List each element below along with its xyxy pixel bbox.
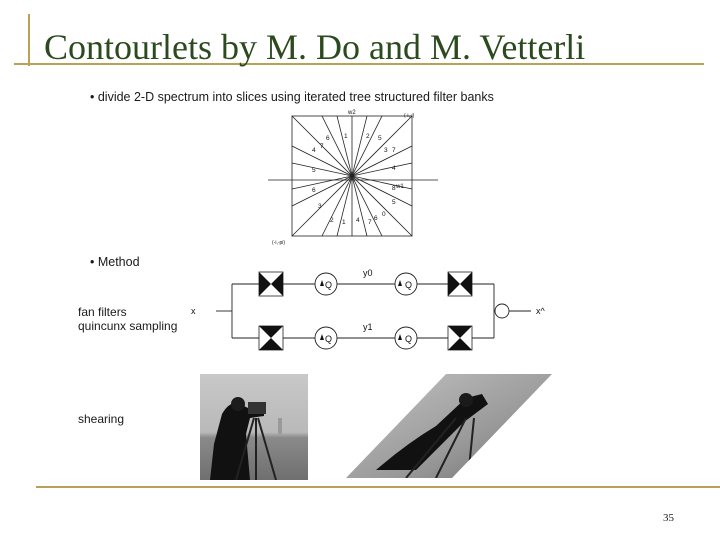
label-fan-filters: fan filters [78,305,127,319]
label-quincunx-sampling: quincunx sampling [78,319,178,333]
sector-number-label: 6 [374,215,378,222]
q-label-4: Q [405,334,413,344]
sector-number-label: 4 [392,165,396,172]
axis-w2-label: w2 [348,110,356,116]
sector-number-label: 3 [318,203,322,210]
left-accent-line [28,14,30,66]
sector-number-label: 5 [392,199,396,206]
page-number: 35 [663,512,674,524]
fan-filter-top-left [259,272,283,296]
q-label-2: Q [325,334,333,344]
sector-number-label: 6 [326,135,330,142]
sector-number-label: 3 [384,147,388,154]
bullet-method: • Method [90,255,140,269]
fan-filter-top-right [448,272,472,296]
sector-number-label: 5 [312,167,316,174]
branch-y0-label: y0 [363,268,373,278]
slide-title: Contourlets by M. Do and M. Vetterli [44,27,586,67]
bullet-divide-spectrum: • divide 2-D spectrum into slices using iterated tree structured filter banks [90,90,494,104]
footer-line [36,486,720,488]
sector-number-label: 8 [392,185,396,192]
branch-y1-label: y1 [363,322,373,332]
sector-number-label: 1 [342,219,346,226]
fan-filter-bottom-left [259,326,283,350]
corner-label-top-right: (-i,-i) [404,113,415,119]
sector-number-label: 2 [366,133,370,140]
q-label-1: Q [325,280,333,290]
frequency-partition-diagram [268,108,448,248]
sector-number-label: 0 [382,211,386,218]
output-x-hat-label: x^ [536,306,545,316]
sector-number-label: 5 [378,135,382,142]
sector-number-label: 2 [330,217,334,224]
summation-node [495,304,509,318]
sector-number-label: 1 [344,133,348,140]
filter-bank-diagram [186,262,566,362]
q-label-3: Q [405,280,413,290]
label-shearing: shearing [78,412,125,426]
fan-filter-bottom-right [448,326,472,350]
input-x-label: x [191,306,196,316]
axis-w1-label: w1 [396,184,404,190]
sector-number-label: 7 [320,143,324,150]
sector-number-label: 7 [368,219,372,226]
cameraman-image [200,374,308,480]
sector-number-label: 6 [312,187,316,194]
sector-number-label: 7 [392,147,396,154]
sector-number-label: 4 [356,217,360,224]
sheared-image [346,374,552,478]
corner-label-bottom-left: (-i,-pi) [272,240,286,246]
sector-number-label: 4 [312,147,316,154]
